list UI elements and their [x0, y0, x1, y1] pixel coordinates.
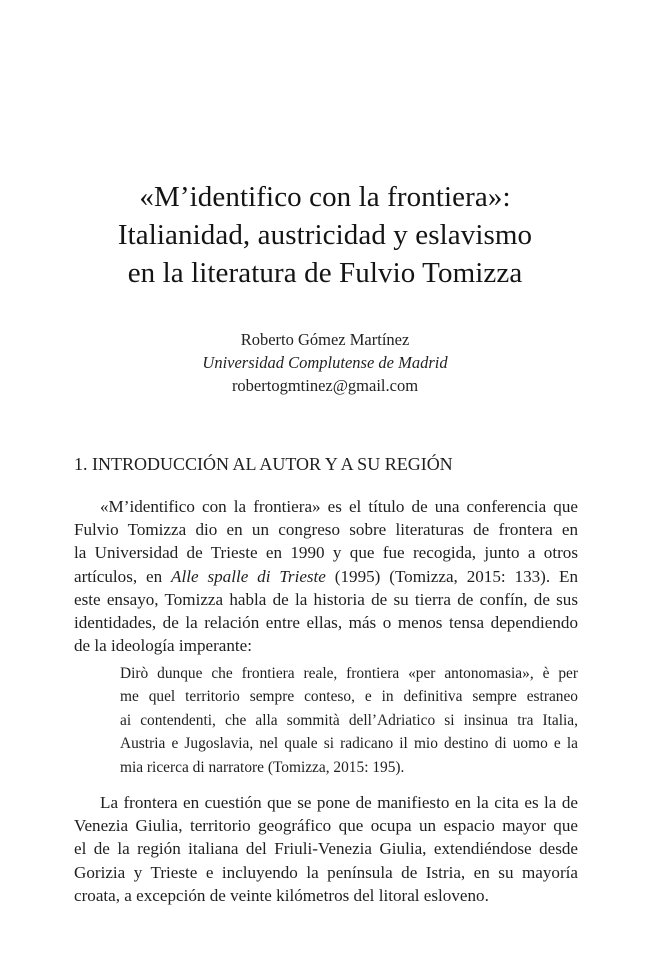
paragraph-line: el de la región italiana del Friuli-Venezia Giulia, extendiéndose desde [74, 839, 578, 859]
quote-line: mia ricerca di narratore (Tomizza, 2015: 195). [120, 758, 405, 776]
article-title [60, 178, 590, 292]
author-name: Roberto Gómez Martínez [240, 330, 410, 349]
paragraph-line: este ensayo, Tomizza habla de la historia de su tierra de confín, de sus [74, 589, 578, 609]
title-line: en la literatura de Fulvio Tomizza [127, 257, 523, 289]
body-paragraph [74, 791, 578, 907]
title-line: «M’identifico con la frontiera»: [139, 181, 511, 213]
section-heading: 1. INTRODUCCIÓN AL AUTOR Y A SU REGIÓN [74, 454, 453, 474]
book-title: Alle spalle di Trieste [171, 566, 326, 586]
quote-line: ai contendenti, che alla sommità dell’Adriatico si insinua tra Italia, [120, 711, 578, 729]
paragraph-line: La frontera en cuestión que se pone de manifiesto en la cita es la de [100, 793, 578, 812]
paragraph-line: identidades, de la relación entre ellas, más o menos tensa dependiendo [74, 613, 578, 633]
line-text: (1995) (Tomizza, 2015: 133). En [325, 566, 578, 586]
quote-line: Austria e Jugoslavia, nel quale si radicano il mio destino di uomo e la [120, 735, 578, 753]
author-affiliation: Universidad Complutense de Madrid [202, 353, 448, 372]
paragraph-line: Fulvio Tomizza dio en un congreso sobre literaturas de frontera en [74, 520, 578, 540]
paragraph-line: «M’identifico con la frontiera» es el título de una conferencia que [100, 497, 578, 516]
paragraph-line: croata, a excepción de veinte kilómetros del litoral esloveno. [74, 885, 489, 905]
paragraph-line: de la ideología imperante: [74, 636, 252, 656]
title-line: Italianidad, austricidad y eslavismo [117, 219, 533, 251]
author-email: robertogmtinez@gmail.com [231, 376, 419, 395]
paragraph-line: Gorizia y Trieste e incluyendo la península de Istria, en su mayoría [74, 862, 578, 882]
block-quote [120, 662, 578, 779]
quote-line: Dirò dunque che frontiera reale, frontiera «per antonomasia», è per [120, 665, 578, 682]
paragraph-line: la Universidad de Trieste en 1990 y que fue recogida, junto a otros [74, 543, 578, 563]
body-paragraph [74, 495, 578, 657]
quote-line: me quel territorio sempre conteso, e in definitiva sempre estraneo [120, 688, 578, 706]
paragraph-line: Venezia Giulia, territorio geográfico que ocupa un espacio mayor que [74, 816, 578, 836]
line-text: artículos, en [74, 566, 172, 586]
author-block [60, 328, 590, 397]
paragraph-line [74, 565, 578, 588]
